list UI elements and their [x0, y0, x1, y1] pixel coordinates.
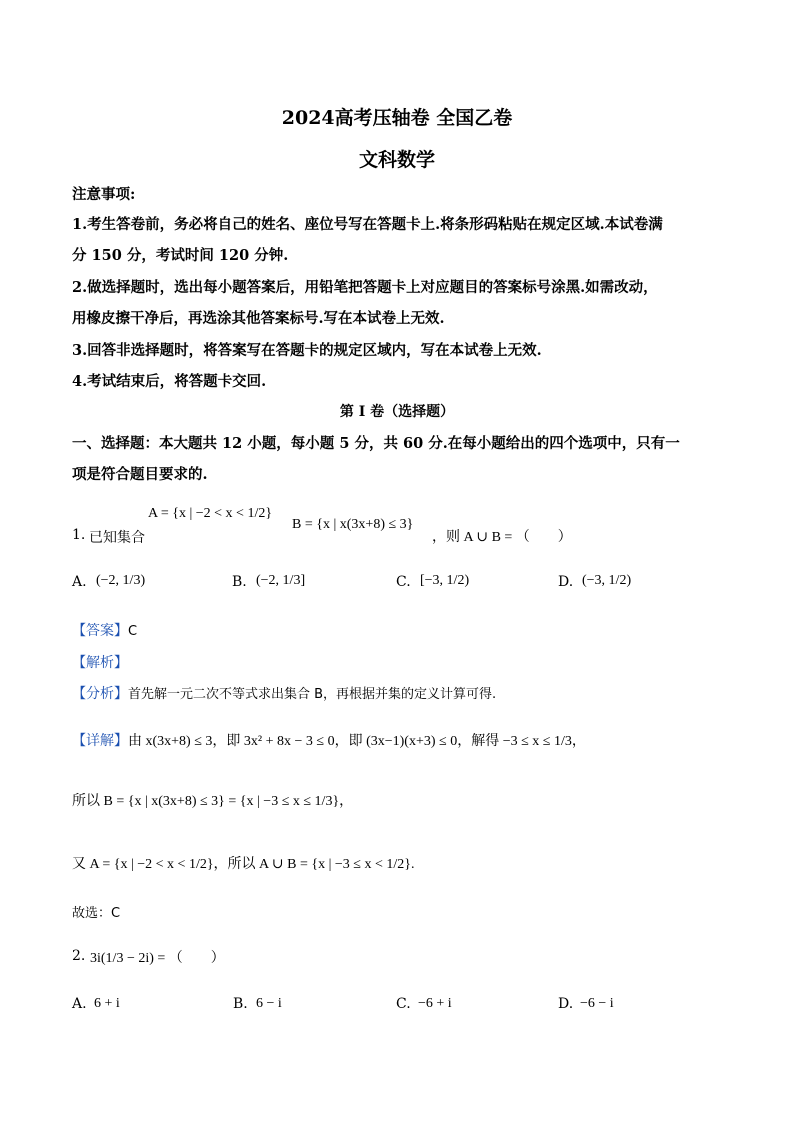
q1-stem-post: ，则 A ∪ B = （ ）	[432, 530, 572, 545]
notice-line-1b: 分 150 分，考试时间 120 分钟.	[72, 247, 289, 264]
q1-option-d: (−3, 1/2)	[582, 573, 632, 588]
q1-stem-pre: 已知集合	[89, 530, 145, 546]
answer-value: C	[128, 624, 138, 639]
notice-line-4: 4.考试结束后，将答题卡交回.	[72, 373, 267, 390]
fenxi-text: 首先解一元二次不等式求出集合 B，再根据并集的定义计算可得.	[128, 687, 497, 702]
q2-option-c: −6 + i	[418, 996, 452, 1011]
notice-line-1a: 1.考生答卷前，务必将自己的姓名、座位号写在答题卡上.将条形码粘贴在规定区域.本试卷满	[72, 216, 663, 233]
q2-option-d: −6 − i	[580, 996, 614, 1011]
q1-option-b-label: B.	[232, 574, 247, 590]
section-intro-b: 项是符合题目要求的.	[72, 466, 208, 483]
q1-option-a-label: A.	[72, 574, 87, 590]
q2-option-d-label: D.	[558, 996, 574, 1012]
q1-set-a: A = {x | −2 < x < 1/2}	[148, 506, 273, 521]
q1-option-c-label: C.	[396, 574, 411, 590]
notice-line-3: 3.回答非选择题时，将答案写在答题卡的规定区域内，写在本试卷上无效.	[72, 342, 542, 359]
q1-set-b: B = {x | x(3x+8) ≤ 3}	[292, 517, 414, 532]
notice-line-2a: 2.做选择题时，选出每小题答案后，用铅笔把答题卡上对应题目的答案标号涂黑.如需改动，	[72, 279, 658, 296]
detail-line-3: 又 A = {x | −2 < x < 1/2}，所以 A ∪ B = {x | −3 ≤ x < 1/2}.	[72, 857, 415, 872]
section-title: 第 I 卷（选择题）	[339, 404, 455, 420]
q2-option-b: 6 − i	[256, 996, 282, 1011]
q2-number: 2.	[72, 948, 86, 964]
q1-option-a: (−2, 1/3)	[96, 573, 146, 588]
section-intro-a: 一、选择题：本大题共 12 小题，每小题 5 分，共 60 分.在每小题给出的四个选项中，只有一	[72, 435, 680, 452]
notice-heading: 注意事项:	[72, 186, 136, 203]
q1-option-d-label: D.	[558, 574, 574, 590]
q2-option-c-label: C.	[396, 996, 411, 1012]
detail-line-2: 所以 B = {x | x(3x+8) ≤ 3} = {x | −3 ≤ x ≤ 1/3}，	[72, 794, 354, 809]
fenxi-tag: 【分析】	[72, 686, 128, 702]
analysis-tag: 【解析】	[72, 655, 128, 671]
q2-option-b-label: B.	[233, 996, 248, 1012]
q1-option-c: [−3, 1/2)	[420, 573, 470, 588]
notice-line-2b: 用橡皮擦干净后，再选涂其他答案标号.写在本试卷上无效.	[72, 310, 445, 327]
page-title: 2024高考压轴卷 全国乙卷	[281, 107, 513, 129]
q1-option-b: (−2, 1/3]	[256, 573, 306, 588]
q1-number: 1.	[72, 527, 86, 543]
detail-tag: 【详解】	[72, 733, 128, 749]
q2-option-a-label: A.	[72, 996, 87, 1012]
conclusion: 故选：C	[72, 906, 121, 921]
page-subtitle: 文科数学	[358, 149, 435, 171]
q2-stem: 3i(1/3 − 2i) = （ ）	[90, 951, 225, 966]
detail-line-1: 由 x(3x+8) ≤ 3，即 3x² + 8x − 3 ≤ 0，即 (3x−1)(x+3) ≤ 0，解得 −3 ≤ x ≤ 1/3，	[128, 734, 586, 749]
q2-option-a: 6 + i	[94, 996, 120, 1011]
answer-tag: 【答案】	[72, 623, 128, 639]
